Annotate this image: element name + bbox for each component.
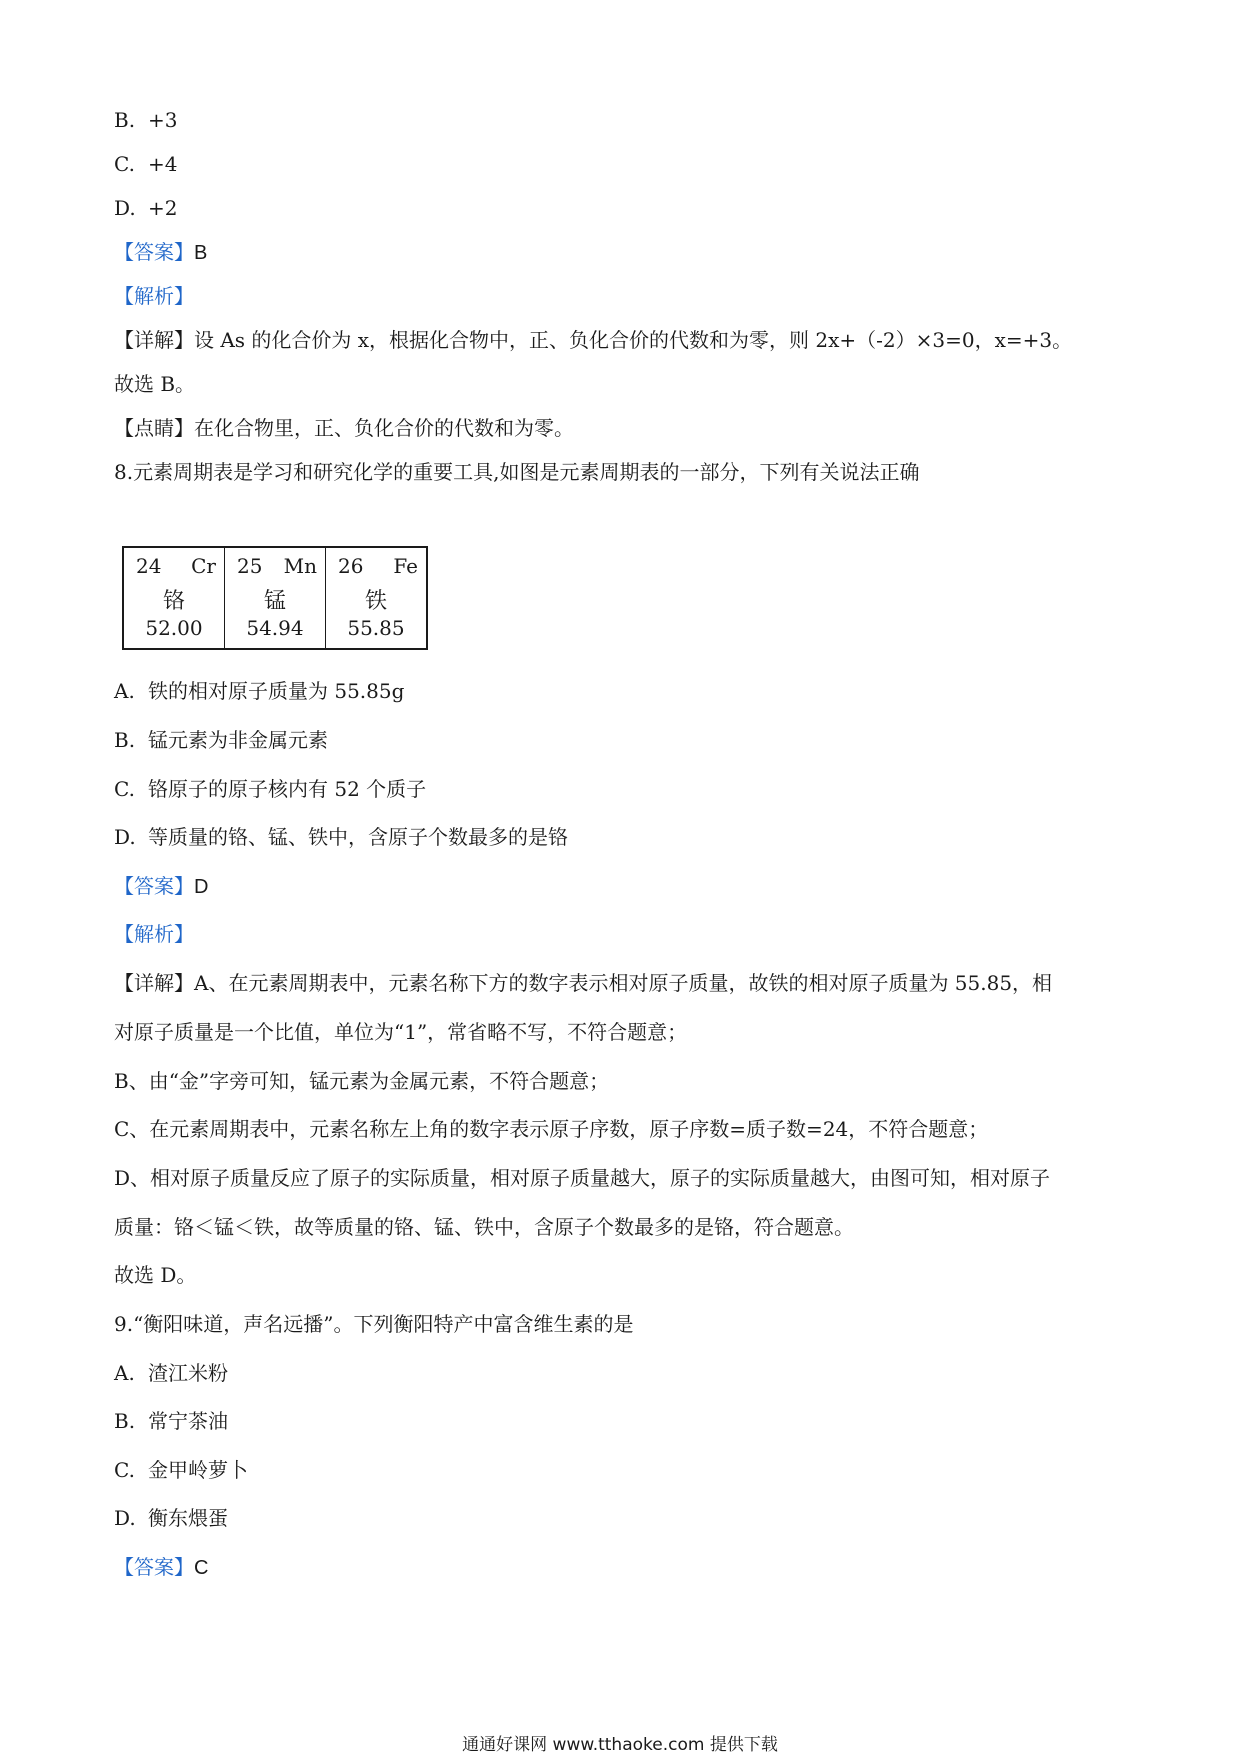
q9-option-a: A. 渣江米粉 bbox=[114, 1361, 228, 1385]
q8-detail-line-2: 对原子质量是一个比值，单位为“1”，常省略不写，不符合题意； bbox=[114, 1020, 688, 1044]
element-cell-cr bbox=[123, 547, 225, 649]
answer-value: C bbox=[194, 1557, 209, 1579]
tip-tag: 【点睛】 bbox=[114, 416, 194, 440]
q9-option-d: D. 衡东煨蛋 bbox=[114, 1506, 228, 1530]
q8-choose-line: 故选 D。 bbox=[114, 1263, 197, 1287]
atomic-mass: 55.85 bbox=[347, 616, 405, 640]
periodic-table-excerpt bbox=[122, 546, 428, 650]
element-symbol: Fe bbox=[393, 554, 418, 578]
q8-analysis-line bbox=[114, 920, 194, 948]
answer-tag: 【答案】 bbox=[114, 874, 194, 898]
q8-stem: 8.元素周期表是学习和研究化学的重要工具,如图是元素周期表的一部分，下列有关说法正确 bbox=[114, 460, 920, 484]
answer-line bbox=[114, 238, 207, 267]
detail-tag: 【详解】 bbox=[114, 971, 194, 995]
atomic-mass: 54.94 bbox=[246, 616, 304, 640]
q8-detail-line-4: C、在元素周期表中，元素名称左上角的数字表示原子序数，原子序数=质子数=24，不符合题意； bbox=[114, 1117, 989, 1141]
element-cell-mn bbox=[225, 547, 326, 649]
answer-tag: 【答案】 bbox=[114, 1555, 194, 1579]
element-symbol: Mn bbox=[283, 554, 317, 578]
detail-tag: 【详解】 bbox=[114, 328, 194, 352]
choose-line: 故选 B。 bbox=[114, 372, 196, 396]
page-footer: 通通好课网 www.tthaoke.com 提供下载 bbox=[462, 1735, 778, 1755]
q8-answer-line bbox=[114, 872, 208, 901]
atomic-number: 26 bbox=[338, 554, 364, 578]
answer-value: B bbox=[194, 242, 208, 264]
element-name: 锰 bbox=[263, 589, 286, 614]
option-b: B. +3 bbox=[114, 108, 178, 132]
detail-line bbox=[114, 326, 1072, 354]
q9-option-c: C. 金甲岭萝卜 bbox=[114, 1458, 248, 1482]
element-symbol: Cr bbox=[191, 554, 216, 578]
q9-stem: 9.“衡阳味道，声名远播”。下列衡阳特产中富含维生素的是 bbox=[114, 1312, 634, 1336]
q8-detail-line-3: B、由“金”字旁可知，锰元素为金属元素，不符合题意； bbox=[114, 1069, 610, 1093]
q8-option-b: B. 锰元素为非金属元素 bbox=[114, 728, 328, 752]
analysis-tag: 【解析】 bbox=[114, 284, 194, 308]
q8-option-c: C. 铬原子的原子核内有 52 个质子 bbox=[114, 777, 427, 801]
atomic-mass: 52.00 bbox=[145, 616, 203, 640]
element-cell-fe bbox=[326, 547, 428, 649]
q8-option-d: D. 等质量的铬、锰、铁中，含原子个数最多的是铬 bbox=[114, 825, 568, 849]
detail-text: 设 As 的化合价为 x，根据化合物中，正、负化合价的代数和为零，则 2x+（-2）×3=0，x=+3。 bbox=[194, 328, 1073, 352]
atomic-number: 25 bbox=[237, 554, 263, 578]
analysis-tag: 【解析】 bbox=[114, 922, 194, 946]
analysis-line bbox=[114, 282, 194, 310]
q8-detail-line-6: 质量：铬＜锰＜铁，故等质量的铬、锰、铁中，含原子个数最多的是铬，符合题意。 bbox=[114, 1215, 854, 1239]
answer-value: D bbox=[194, 876, 209, 898]
option-c: C. +4 bbox=[114, 152, 178, 176]
answer-tag: 【答案】 bbox=[114, 240, 194, 264]
option-d: D. +2 bbox=[114, 196, 178, 220]
q8-detail-line-1: 【详解】A、在元素周期表中，元素名称下方的数字表示相对原子质量，故铁的相对原子质量为 55.85，相 bbox=[114, 971, 1053, 995]
q9-answer-line bbox=[114, 1553, 208, 1582]
q8-detail-line-5: D、相对原子质量反应了原子的实际质量，相对原子质量越大，原子的实际质量越大，由图可知，相对原子 bbox=[114, 1166, 1051, 1190]
atomic-number: 24 bbox=[136, 554, 162, 578]
tip-line bbox=[114, 414, 574, 442]
q8-option-a: A. 铁的相对原子质量为 55.85g bbox=[114, 679, 405, 703]
q9-option-b: B. 常宁茶油 bbox=[114, 1409, 228, 1433]
element-name: 铁 bbox=[364, 589, 387, 614]
element-name: 铬 bbox=[162, 589, 185, 614]
tip-text: 在化合物里，正、负化合价的代数和为零。 bbox=[194, 416, 574, 440]
